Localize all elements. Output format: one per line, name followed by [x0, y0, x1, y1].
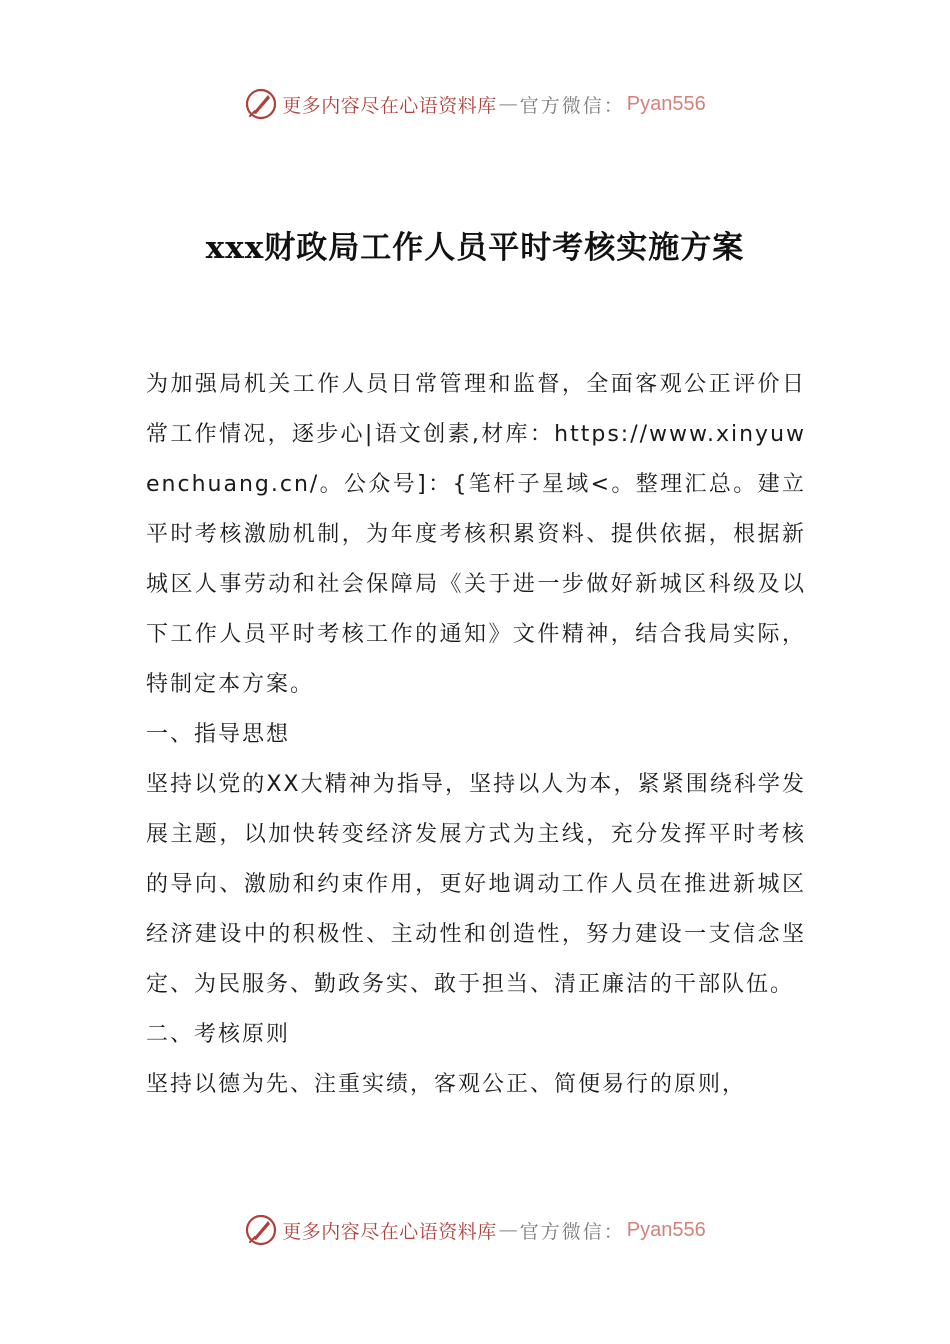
watermark-official-label: 官方微信：: [519, 1220, 625, 1243]
quill-logo-icon: [244, 87, 278, 121]
guiding-thought-paragraph: 坚持以党的XX大精神为指导，坚持以人为本，紧紧围绕科学发展主题，以加快转变经济发展方式为主线，充分发挥平时考核的导向、激励和约束作用，更好地调动工作人员在推进新城区经济建设中的积极性、主动性和创造性，努力建设一支信念坚定、为民服务、勤政务实、敢于担当、清正廉洁的干部队伍。: [146, 772, 806, 997]
watermark-official-label: 官方微信：: [519, 94, 625, 117]
watermark-separator: —: [498, 1219, 518, 1241]
principles-paragraph: 坚持以德为先、注重实绩，客观公正、简便易行的原则，: [146, 1072, 747, 1097]
watermark-text: 更多内容尽在心语资料库: [282, 1220, 497, 1243]
section-heading-principles: 二、考核原则: [146, 1022, 291, 1047]
footer-watermark: [0, 1208, 950, 1252]
watermark-separator: —: [498, 93, 518, 115]
watermark-wechat-id: Pyan556: [626, 92, 706, 115]
intro-paragraph: 为加强局机关工作人员日常管理和监督，全面客观公正评价日常工作情况，逐步心|语文创素,材库：https://www.xinyuwenchuang.cn/。公众号]：{笔杆子星域<。整理汇总。建立平时考核激励机制，为年度考核积累资料、提供依据，根据新城区人事劳动和社会保障局《关于进一步做好新城区科级及以下工作人员平时考核工作的通知》文件精神，结合我局实际，特制定本方案。: [146, 372, 806, 697]
section-heading-guiding-thought: 一、指导思想: [146, 722, 291, 747]
document-title: xxx财政局工作人员平时考核实施方案: [205, 230, 745, 266]
watermark-wechat-id: Pyan556: [626, 1218, 706, 1241]
header-watermark: [0, 82, 950, 126]
quill-logo-icon: [244, 1213, 278, 1247]
document-body: [146, 360, 806, 1110]
watermark-text: 更多内容尽在心语资料库: [282, 94, 497, 117]
